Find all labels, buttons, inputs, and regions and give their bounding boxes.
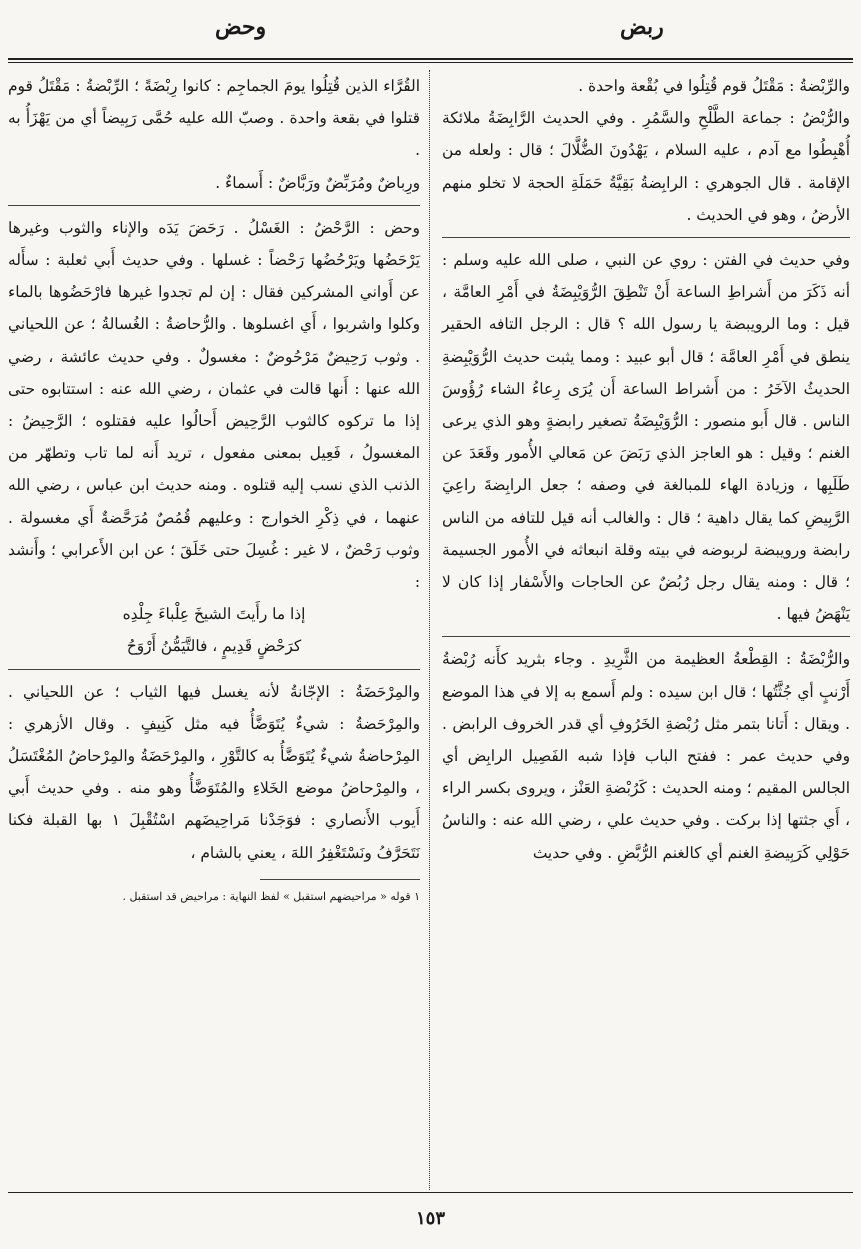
header-rule [8,58,853,60]
footer-rule [8,1192,853,1193]
paragraph-separator [442,237,850,238]
header-rule-thin [8,62,853,63]
verse-line: إذا ما رأَيتَ الشيخَ عِلْباءَ جِلْدِه [122,605,306,624]
paragraph-separator [8,205,420,206]
paragraph-separator [442,636,850,637]
left-column [8,70,420,906]
right-paragraph: والرِّبْضةُ : مَقْتَلُ قوم قُتِلُوا في بُقْعة واحدة . [578,77,850,95]
header-right-word: ربض [620,14,664,40]
right-paragraph: وفي حديث في الفتن : روي عن النبي ، صلى الله عليه وسلم : أنه ذَكَرَ من أَشراطِ الساعة أَنْ تَنْطِقَ الرُّوَيْبِضَةُ في أَمْرِ العامَّة ، قيل : وما الرويبضة يا رسول الله ؟ قال : الرجل التافه الحقير ينطق في أَمْرِ العامَّة ؛ قال أبو عبيد : ومما يثبت حديث الرُّوَيْبِضةِ الحديثُ الآخَرُ : من أَشراط الساعة أَن يُرَى رِعاءُ الشاء رُؤُوسَ الناس . قال أَبو منصور : الرُّوَيْبِضَةُ تصغير رابضةٍ وهو الذي يرعى الغنم ؛ وقيل : هو العاجز الذي رَبَضَ عن مَعالي الأُمور وقَعَدَ عن طَلَبِها ، وزيادة الهاء للمبالغة في وصفه ؛ جعل الرابِضةَ راعِيَ الرَّبِيضِ كما يقال داهية ؛ قال : والغالب أنه قيل للتافه من الناس رابضة ورويبضة لربوضه في بيته وقلة انبعاثه في الأُمور الجسيمة ؛ قال : ومنه يقال رجل رُبُضٌ عن الحاجات والأَسْفار إذا كان لا يَنْهَضُ فيها . [442,251,850,624]
right-column [442,70,850,869]
verse-line: كرَحْضٍ قَدِيمٍ ، فالتَّيَمُّنُ أَرْوَحُ [126,637,302,656]
entry-paragraph-wahd: وحض : الرَّحْضُ : الغَسْلُ . رَحَضَ يَدَه والإناء والثوب وغيرها يَرْحَضُها ويَرْحُضُها رَحْضاً : غسلها . وفي حديث أَبي ثعلبة : سأَله عن أَواني المشركين فقال : إن لم تجدوا غيرها فارْحَضُوها بالماء وكلوا واشربوا ، أَي اغسلوها . والرُّحاضةُ : الغُسالةُ ؛ عن اللحياني . وثوب رَحِيضٌ مَرْحُوضٌ : مغسولٌ . وفي حديث عائشة ، رضي الله عنها : أَنها قالت في عثمان ، رضي الله عنه : استتابوه حتى إذا ما تركوه كالثوب الرَّحِيض أَحالُوا عليه فقتلوه ؛ الرَّحِيضُ : المغسولُ ، فَعِيل بمعنى مفعول ، تريد أَنه لما تاب وتطهّر من الذنب الذي نسب إليه قتلوه . ومنه حديث ابن عباس ، رضي الله عنهما ، في ذِكْرِ الخوارج : وعليهم قُمُصٌ مُرَحَّضةٌ أَي مغسولة . وثوب رَحْضٌ ، لا غير : غُسِلَ حتى خَلَقَ ؛ عن ابن الأَعرابي ؛ وأَنشد : [8,218,420,592]
footnote-rule [260,879,420,880]
left-intro-paragraph: ورِباضٌ ومُرَبِّضٌ ورَبَّاضٌ : أَسماءٌ . [215,173,420,192]
paragraph-separator [8,669,420,670]
footnote: ١ قوله « مراحيضهم استقبل » لفظ النهاية : مراحيض قد استقبل . [122,889,420,903]
page-number: ١٥٣ [415,1208,445,1229]
header-left-word: وحض [215,14,267,40]
right-paragraph: والرُّبْضَةُ : القِطْعةُ العظيمة من الثَّرِيدِ . وجاء بثريد كأَنه رُبْضةُ أَرْنبٍ أي جُثَّتُها ؛ قال ابن سيده : ولم أَسمع به إلا في هذا الموضع . ويقال : أَتانا بتمر مثل رُبْضةِ الخَرُوفِ أي قدر الخروف الرابض . وفي حديث عمر : ففتح الباب فإذا شبه الفَصِيل الرابِض أي الجالس المقيم ؛ ومنه الحديث : كَرُبْضةِ العَنْز ، ويروى بكسر الراء ، أَي جثتها إذا بركت . وفي حديث علي ، رضي الله عنه : والناسُ حَوْلِي كَرَبِيضةِ الغنم أي كالغنم الرُّبَّضِ . وفي حديث [442,650,850,862]
column-divider [429,70,430,1190]
right-paragraph: والرُّبْضُ : جماعة الطَّلْحِ والسَّمُرِ . وفي الحديث الرَّابِضَةُ ملائكة أُهْبِطُوا مع آدم ، عليه السلام ، يَهْدُونَ الضُّلَّالَ ؛ قال : ولعله من الإقامة . قال الجوهري : الرابِضةُ بَقِيَّةُ حَمَلَةِ الحجة لا تخلو منهم الأرضُ ، وهو في الحديث . [442,109,850,224]
left-intro-paragraph: القُرَّاء الذين قُتِلُوا يومَ الجماجِم : كانوا رِبْضَةً ؛ الرِّبْضةُ : مَقْتَلُ قوم قتلوا في بقعة واحدة . وصبّ الله عليه حُمَّى رَبِيضاً أي من يَهْزَأُ به . [8,77,420,160]
left-paragraph-after-verse: والمِرْحَضَةُ : الإجّانةُ لأنه يغسل فيها الثياب ؛ عن اللحياني . والمِرْحَضةُ : شيءٌ يُتَوَضَّأُ فيه مثل كَنِيفٍ . وقال الأزهري : المِرْحاضةُ شيءٌ يُتَوَضَّأُ به كالتَّوْرِ ، والمِرْحَضَةُ والمِرْحاضُ المُغْتَسَلُ ، والمِرْحاضُ موضع الخَلاءِ والمُتَوَضَّأُ وهو منه . وفي حديث أَبي أَيوب الأَنصاري : فوَجَدْنا مَراحِيضَهم اسْتُقْبِلَ ١ بها القبلة فكنا نَتَحَرَّفُ ونَسْتَغْفِرُ اللهَ ، يعني بالشام ، [8,682,420,862]
